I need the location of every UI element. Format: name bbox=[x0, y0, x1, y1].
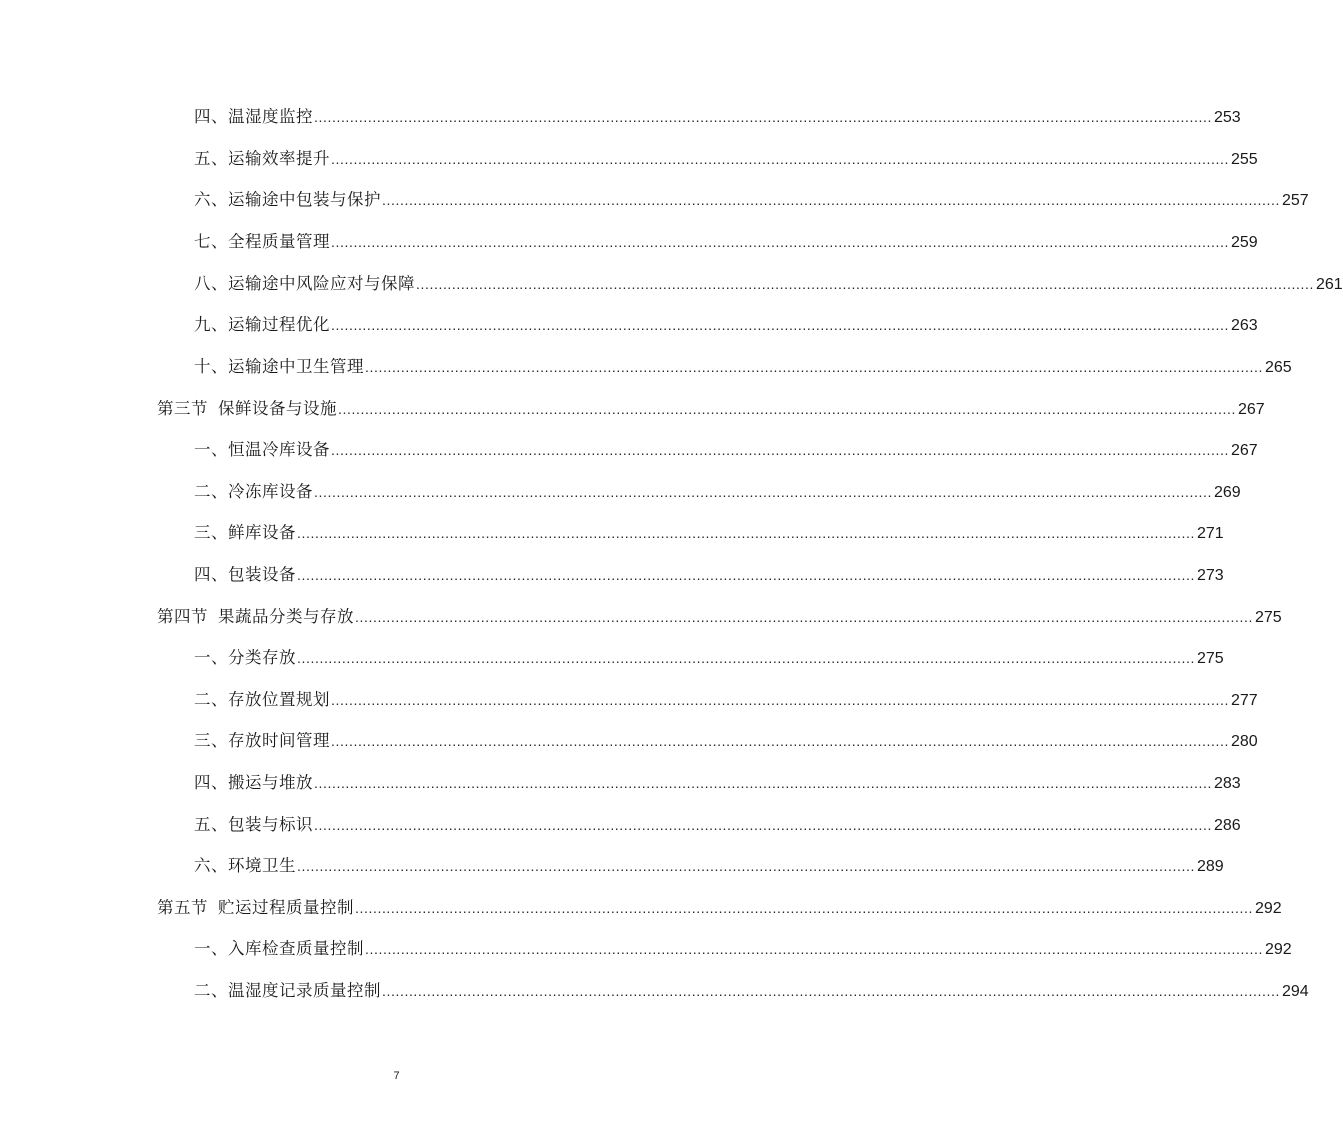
toc-entry-page: 257 bbox=[1281, 192, 1309, 209]
toc-entry-page: 259 bbox=[1230, 234, 1258, 251]
toc-leader-dots: ........................................................................................................................................................................................................ bbox=[314, 109, 1212, 125]
toc-leader-dots: ........................................................................................................................................................................................................ bbox=[331, 733, 1229, 749]
toc-entry-title: 四、包装设备 bbox=[194, 565, 296, 584]
toc-entry-title: 十、运输途中卫生管理 bbox=[194, 357, 364, 376]
toc-leader-dots: ........................................................................................................................................................................................................ bbox=[338, 401, 1236, 417]
toc-leader-dots: ........................................................................................................................................................................................................ bbox=[331, 692, 1229, 708]
toc-entry-title: 一、入库检查质量控制 bbox=[194, 939, 364, 958]
toc-entry-page: 253 bbox=[1213, 109, 1241, 126]
toc-leader-dots: ........................................................................................................................................................................................................ bbox=[314, 775, 1212, 791]
toc-entry[interactable] bbox=[194, 727, 1258, 755]
toc-leader-dots: ........................................................................................................................................................................................................ bbox=[382, 983, 1280, 999]
toc-entry[interactable] bbox=[194, 270, 1343, 298]
toc-entry-title: 六、运输途中包装与保护 bbox=[194, 190, 381, 209]
toc-leader-dots: ........................................................................................................................................................................................................ bbox=[297, 858, 1195, 874]
toc-entry[interactable] bbox=[194, 436, 1258, 464]
toc-entry[interactable] bbox=[194, 103, 1241, 131]
toc-entry-title: 六、环境卫生 bbox=[194, 856, 296, 875]
toc-section-title bbox=[157, 894, 354, 922]
toc-entry-page: 273 bbox=[1196, 567, 1224, 584]
toc-section-entry[interactable] bbox=[157, 395, 1265, 423]
toc-entry-page: 275 bbox=[1254, 609, 1282, 626]
toc-leader-dots: ........................................................................................................................................................................................................ bbox=[365, 941, 1263, 957]
toc-leader-dots: ........................................................................................................................................................................................................ bbox=[416, 276, 1314, 292]
toc-section-name: 贮运过程质量控制 bbox=[218, 898, 354, 917]
toc-entry[interactable] bbox=[194, 186, 1309, 214]
toc-section-entry[interactable] bbox=[157, 603, 1282, 631]
toc-leader-dots: ........................................................................................................................................................................................................ bbox=[314, 484, 1212, 500]
toc-leader-dots: ........................................................................................................................................................................................................ bbox=[331, 317, 1229, 333]
toc-entry[interactable] bbox=[194, 811, 1241, 839]
toc-entry-page: 289 bbox=[1196, 858, 1224, 875]
toc-entry-title: 三、鲜库设备 bbox=[194, 523, 296, 542]
toc-leader-dots: ........................................................................................................................................................................................................ bbox=[355, 609, 1253, 625]
toc-entry-page: 263 bbox=[1230, 317, 1258, 334]
toc-entry-title: 一、分类存放 bbox=[194, 648, 296, 667]
toc-entry[interactable] bbox=[194, 311, 1258, 339]
toc-entry[interactable] bbox=[194, 228, 1258, 256]
toc-entry-title: 五、包装与标识 bbox=[194, 815, 313, 834]
toc-leader-dots: ........................................................................................................................................................................................................ bbox=[382, 192, 1280, 208]
toc-section-name: 果蔬品分类与存放 bbox=[218, 607, 354, 626]
toc-entry-page: 267 bbox=[1237, 401, 1265, 418]
toc-entry-page: 283 bbox=[1213, 775, 1241, 792]
page-number: 7 bbox=[393, 1070, 400, 1082]
toc-section-number: 第五节 bbox=[157, 898, 208, 917]
toc-entry-page: 255 bbox=[1230, 151, 1258, 168]
toc-entry[interactable] bbox=[194, 935, 1292, 963]
toc-entry-page: 294 bbox=[1281, 983, 1309, 1000]
toc-entry-title: 四、搬运与堆放 bbox=[194, 773, 313, 792]
toc-entry-title: 二、存放位置规划 bbox=[194, 690, 330, 709]
toc-entry[interactable] bbox=[194, 769, 1241, 797]
toc-entry-title: 九、运输过程优化 bbox=[194, 315, 330, 334]
toc-entry-page: 292 bbox=[1264, 941, 1292, 958]
toc-leader-dots: ........................................................................................................................................................................................................ bbox=[331, 234, 1229, 250]
toc-entry[interactable] bbox=[194, 353, 1292, 381]
toc-entry[interactable] bbox=[194, 644, 1224, 672]
toc-entry-page: 271 bbox=[1196, 525, 1224, 542]
toc-entry[interactable] bbox=[194, 852, 1224, 880]
toc-leader-dots: ........................................................................................................................................................................................................ bbox=[297, 567, 1195, 583]
toc-section-entry[interactable] bbox=[157, 894, 1282, 922]
toc-section-title bbox=[157, 395, 337, 423]
toc-leader-dots: ........................................................................................................................................................................................................ bbox=[331, 442, 1229, 458]
toc-entry[interactable] bbox=[194, 478, 1241, 506]
toc-leader-dots: ........................................................................................................................................................................................................ bbox=[331, 151, 1229, 167]
toc-entry[interactable] bbox=[194, 519, 1224, 547]
toc-entry[interactable] bbox=[194, 977, 1309, 1005]
toc-leader-dots: ........................................................................................................................................................................................................ bbox=[355, 900, 1253, 916]
toc-entry-page: 261 bbox=[1315, 276, 1343, 293]
toc-entry-title: 四、温湿度监控 bbox=[194, 107, 313, 126]
toc-leader-dots: ........................................................................................................................................................................................................ bbox=[297, 650, 1195, 666]
toc-section-title bbox=[157, 603, 354, 631]
toc-entry-title: 五、运输效率提升 bbox=[194, 149, 330, 168]
toc-entry[interactable] bbox=[194, 561, 1224, 589]
toc-entry-page: 267 bbox=[1230, 442, 1258, 459]
toc-leader-dots: ........................................................................................................................................................................................................ bbox=[314, 817, 1212, 833]
toc-entry-title: 二、温湿度记录质量控制 bbox=[194, 981, 381, 1000]
toc-entry[interactable] bbox=[194, 145, 1258, 173]
toc-entry-title: 二、冷冻库设备 bbox=[194, 482, 313, 501]
toc-leader-dots: ........................................................................................................................................................................................................ bbox=[365, 359, 1263, 375]
toc-entry-page: 269 bbox=[1213, 484, 1241, 501]
toc-entry-title: 七、全程质量管理 bbox=[194, 232, 330, 251]
toc-entry-title: 三、存放时间管理 bbox=[194, 731, 330, 750]
toc-entry-page: 286 bbox=[1213, 817, 1241, 834]
toc-entry-title: 一、恒温冷库设备 bbox=[194, 440, 330, 459]
toc-entry-page: 277 bbox=[1230, 692, 1258, 709]
toc-entry-title: 八、运输途中风险应对与保障 bbox=[194, 274, 415, 293]
toc-leader-dots: ........................................................................................................................................................................................................ bbox=[297, 525, 1195, 541]
toc-section-number: 第三节 bbox=[157, 399, 208, 418]
toc-entry-page: 292 bbox=[1254, 900, 1282, 917]
toc-entry-page: 265 bbox=[1264, 359, 1292, 376]
toc-entry-page: 280 bbox=[1230, 733, 1258, 750]
toc-section-name: 保鲜设备与设施 bbox=[218, 399, 337, 418]
toc-entry-page: 275 bbox=[1196, 650, 1224, 667]
toc-entry[interactable] bbox=[194, 686, 1258, 714]
toc-section-number: 第四节 bbox=[157, 607, 208, 626]
